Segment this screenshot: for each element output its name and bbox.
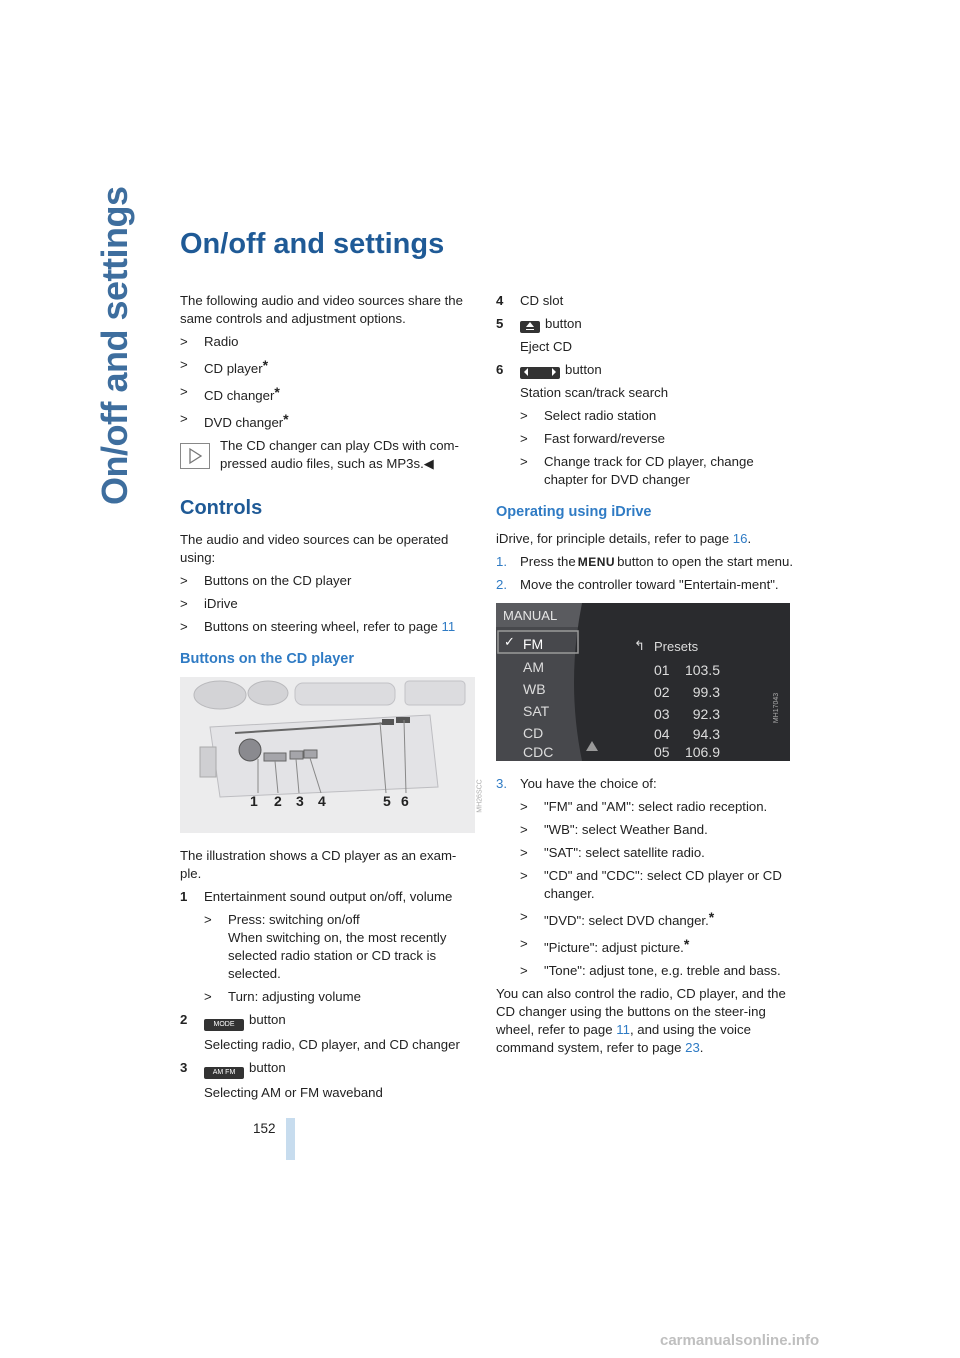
mode-button-icon: MODE xyxy=(204,1019,244,1031)
list-item: > Press: switching on/off When switching on, the most recently selected radio station or CD track is selected. xyxy=(204,912,447,981)
option-star-icon: * xyxy=(283,411,289,427)
list-item: > Fast forward/reverse xyxy=(520,431,665,446)
band-item-sat: SAT xyxy=(523,703,550,719)
list-item: > Select radio station xyxy=(520,408,657,423)
item-description: Selecting AM or FM waveband xyxy=(204,1085,383,1100)
list-item: > Turn: adjusting volume xyxy=(204,989,361,1004)
item-description: Station scan/track search xyxy=(520,385,669,400)
preset-freq: 92.3 xyxy=(692,706,720,722)
screen-code: MH17043 xyxy=(773,692,781,724)
page-link[interactable]: 11 xyxy=(616,1022,630,1037)
figure-caption: The illustration shows a CD player as an exam-ple. xyxy=(180,848,457,881)
preset-freq: 106.9 xyxy=(684,744,720,760)
band-item-fm: FM xyxy=(523,636,544,652)
list-item: > "WB": select Weather Band. xyxy=(520,822,708,837)
step-item: 1. Press the MENU button to open the start menu. xyxy=(496,554,794,569)
list-item: 3 AM FM button xyxy=(180,1059,475,1079)
callout-label: 6 xyxy=(401,793,409,809)
list-item: > iDrive xyxy=(180,596,238,611)
menu-button-icon: MENU xyxy=(577,555,616,569)
list-item: > Buttons on the CD player xyxy=(180,573,352,588)
preset-num: 01 xyxy=(654,662,670,678)
band-item-cd: CD xyxy=(523,725,544,741)
band-item-cdc: CDC xyxy=(523,744,554,760)
list-item: 5 button xyxy=(496,316,582,331)
screen-header: MANUAL xyxy=(503,608,558,623)
note-block xyxy=(180,437,475,473)
controls-heading: Controls xyxy=(180,497,263,519)
list-item: > "DVD": select DVD changer.* xyxy=(520,909,715,928)
list-item: > CD player* xyxy=(180,357,269,376)
buttons-heading: Buttons on the CD player xyxy=(180,651,355,667)
band-item-am: AM xyxy=(523,659,544,675)
list-item: > Buttons on steering wheel, refer to page 11 xyxy=(180,619,456,634)
list-item: 4 CD slot xyxy=(496,293,564,308)
step-item: 2. Move the controller toward "Entertain-ment". xyxy=(496,577,779,592)
preset-num: 03 xyxy=(654,706,670,722)
preset-freq: 99.3 xyxy=(692,684,720,700)
list-item: 6 button xyxy=(496,362,602,377)
page-link[interactable]: 16 xyxy=(732,531,748,546)
item-description: Eject CD xyxy=(520,339,573,354)
preset-num: 02 xyxy=(654,684,670,700)
callout-label: 3 xyxy=(296,793,304,809)
list-item: > "FM" and "AM": select radio reception. xyxy=(520,799,768,814)
option-star-icon: * xyxy=(274,384,280,400)
list-item: > "SAT": select satellite radio. xyxy=(520,845,705,860)
page-tab-bar xyxy=(286,1118,295,1160)
list-item: > Radio xyxy=(180,334,239,349)
closing-paragraph: You can also control the radio, CD player, and the CD changer using the buttons on the steer-ing wheel, refer to page 11, and using the voice command system, refer to page 23. xyxy=(496,986,786,1055)
preset-num: 05 xyxy=(654,744,670,760)
seek-button-icon xyxy=(520,367,560,379)
callout-label: 4 xyxy=(318,793,326,809)
left-column xyxy=(180,292,484,1107)
note-triangle-icon xyxy=(180,443,210,469)
presets-back-icon: ↰ xyxy=(634,638,645,653)
callout-label: 1 xyxy=(250,793,258,809)
callout-label: 2 xyxy=(274,793,282,809)
page-number: 152 xyxy=(253,1121,276,1136)
presets-label: Presets xyxy=(654,639,699,654)
right-column xyxy=(496,292,794,1062)
intro-paragraph: The following audio and video sources share the same controls and adjustment options. xyxy=(180,293,463,326)
check-icon: ✓ xyxy=(504,634,515,649)
idrive-intro: iDrive, for principle details, refer to page 16. xyxy=(496,531,752,546)
page-title: On/off and settings xyxy=(180,228,445,260)
idrive-screen xyxy=(496,603,790,761)
figure-code: MH26SCC xyxy=(476,779,484,813)
list-item: > "Picture": adjust picture.* xyxy=(520,936,690,955)
list-item: > CD changer* xyxy=(180,384,280,403)
list-item: > Change track for CD player, change chapter for DVD changer xyxy=(520,454,754,487)
callout-label: 5 xyxy=(383,793,391,809)
preset-freq: 103.5 xyxy=(684,662,720,678)
cd-player-illustration xyxy=(180,677,484,833)
controls-intro: The audio and video sources can be operated using: xyxy=(180,532,449,565)
sidebar-chapter-title: On/off and settings xyxy=(94,186,135,505)
end-mark-icon: ◀ xyxy=(423,456,434,471)
item-description: Selecting radio, CD player, and CD changer xyxy=(204,1037,460,1052)
watermark: carmanualsonline.info xyxy=(660,1332,820,1349)
note-text: The CD changer can play CDs with com-pressed audio files, such as MP3s. xyxy=(220,438,459,471)
list-item: > "CD" and "CDC": select CD player or CD changer. xyxy=(520,868,782,901)
step-item: 3. You have the choice of: xyxy=(496,776,657,791)
page-link[interactable]: 23 xyxy=(685,1040,700,1055)
list-item: 2 MODE button xyxy=(180,1011,475,1031)
preset-freq: 94.3 xyxy=(692,726,720,742)
eject-button-icon xyxy=(520,321,540,333)
preset-num: 04 xyxy=(654,726,670,742)
list-item: > DVD changer* xyxy=(180,411,289,430)
list-item: 1 Entertainment sound output on/off, volume xyxy=(180,889,453,904)
band-item-wb: WB xyxy=(523,681,546,697)
option-star-icon: * xyxy=(708,909,715,925)
page-link[interactable]: 11 xyxy=(441,619,456,634)
option-star-icon: * xyxy=(262,357,269,373)
idrive-heading: Operating using iDrive xyxy=(496,504,652,520)
list-item: > "Tone": adjust tone, e.g. treble and bass. xyxy=(520,963,781,978)
am-fm-button-icon: AM FM xyxy=(204,1067,244,1079)
option-star-icon: * xyxy=(683,936,690,952)
